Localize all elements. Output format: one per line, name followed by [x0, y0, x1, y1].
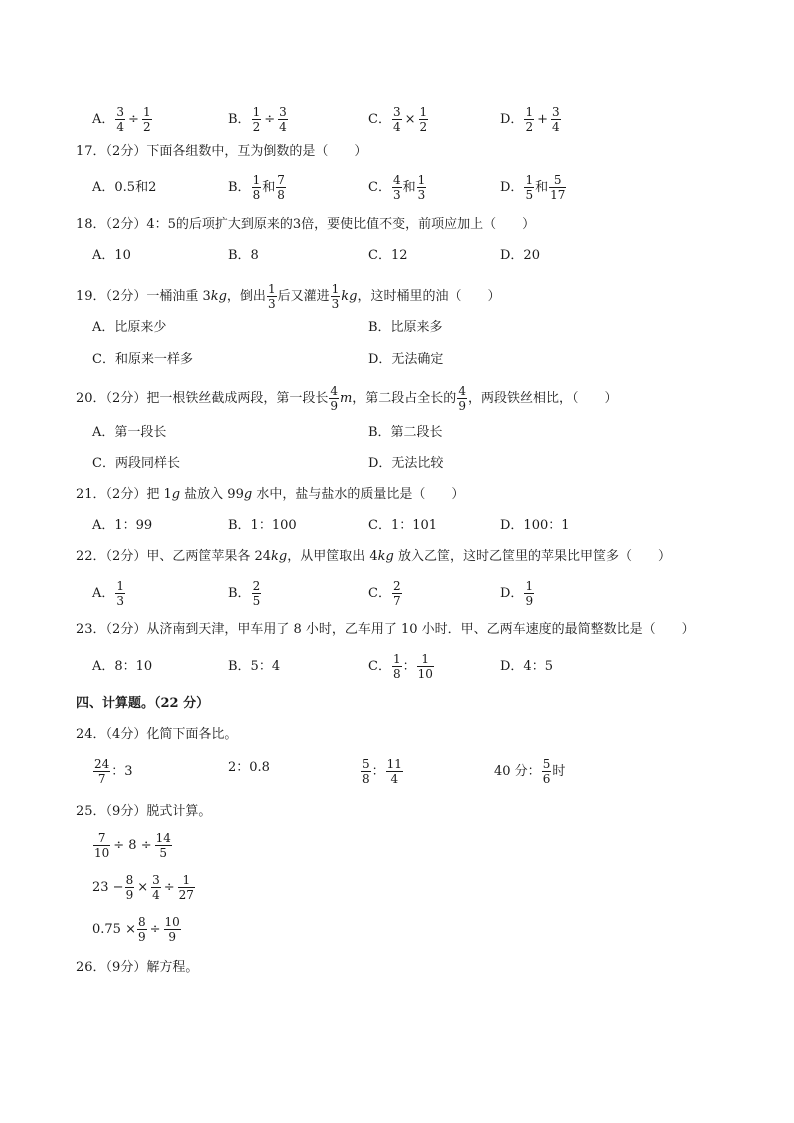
q17-option-c: C． $\frac{4}{3}$ 和 $\frac{1}{3}$ — [368, 173, 426, 202]
q20-option-c: C．两段同样长 — [92, 456, 180, 471]
fraction: $\frac{3}{4}$ — [152, 873, 160, 902]
fraction: $\frac{1}{3}$ — [116, 579, 125, 608]
q23-option-a: A．8：10 — [92, 659, 153, 674]
fraction: $\frac{1}{10}$ — [417, 652, 433, 681]
fraction: $\frac{10}{9}$ — [164, 915, 180, 944]
q18-option-a: A．10 — [92, 248, 131, 263]
q24-stem: 24．（4分）化简下面各比。 — [76, 727, 238, 742]
fraction: $\frac{5}{17}$ — [550, 173, 566, 202]
fraction: $\frac{2}{5}$ — [252, 579, 261, 608]
q23-stem: 23．（2分）从济南到天津，甲车用了 8 小时，乙车用了 10 小时．甲、乙两车速度的最简整数比是（ ） — [76, 622, 695, 637]
fraction: $\frac{2}{7}$ — [392, 579, 401, 608]
q17-option-d: D． $\frac{1}{5}$ 和 $\frac{5}{17}$ — [500, 173, 566, 202]
q18-option-b: B．8 — [228, 248, 259, 263]
fraction: $\frac{1}{2}$ — [525, 105, 534, 134]
q25-expr-3: 0.75 × $\frac{8}{9}$ ÷ $\frac{10}{9}$ — [92, 915, 180, 944]
fraction: $\frac{4}{3}$ — [392, 173, 401, 202]
q16-option-c: C． $\frac{3}{4}$ × $\frac{1}{2}$ — [368, 105, 428, 134]
q24-expr-1: $\frac{24}{7}$ ：3 — [94, 757, 133, 786]
fraction: $\frac{24}{7}$ — [94, 757, 110, 786]
q23-option-c: C． $\frac{1}{8}$ ： $\frac{1}{10}$ — [368, 652, 433, 681]
q23-option-d: D．4：5 — [500, 659, 553, 674]
fraction: $\frac{14}{5}$ — [155, 831, 171, 860]
fraction: $\frac{1}{9}$ — [525, 579, 534, 608]
q22-option-d: D． $\frac{1}{9}$ — [500, 579, 534, 608]
fraction: $\frac{3}{4}$ — [116, 105, 125, 134]
q26-stem: 26．（9分）解方程。 — [76, 960, 199, 975]
q25-expr-1: $\frac{7}{10}$ ÷ 8 ÷ $\frac{14}{5}$ — [94, 831, 171, 860]
fraction: $\frac{5}{6}$ — [542, 757, 551, 786]
q16-option-d: D． $\frac{1}{2}$ + $\frac{3}{4}$ — [500, 105, 560, 134]
q23-option-b: B．5：4 — [228, 659, 281, 674]
q21-stem: 21．（2分）把 1g 盐放入 99g 水中，盐与盐水的质量比是（ ） — [76, 487, 465, 502]
q16-option-b: B． $\frac{1}{2}$ ÷ $\frac{3}{4}$ — [228, 105, 287, 134]
fraction: $\frac{1}{2}$ — [142, 105, 151, 134]
section-heading: 四、计算题。（22 分） — [76, 696, 210, 711]
q21-option-a: A．1：99 — [92, 518, 153, 533]
q17-option-b: B． $\frac{1}{8}$ 和 $\frac{7}{8}$ — [228, 173, 285, 202]
fraction: $\frac{1}{3}$ — [267, 282, 276, 311]
q19-stem: 19．（2分）一桶油重 3kg，倒出 $\frac{1}{3}$ 后又灌进 $\frac{1}{3}$ kg，这时桶里的油（ ） — [76, 282, 501, 311]
q24-expr-4: 40 分： $\frac{5}{6}$ 时 — [494, 757, 566, 786]
q22-option-b: B． $\frac{2}{5}$ — [228, 579, 261, 608]
q20-stem: 20．（2分）把一根铁丝截成两段，第一段长 $\frac{4}{9}$ m，第二段占全长的 $\frac{4}{9}$ ，两段铁丝相比，（ ） — [76, 384, 618, 413]
q22-option-c: C． $\frac{2}{7}$ — [368, 579, 401, 608]
q21-option-b: B．1：100 — [228, 518, 297, 533]
q24-expr-2: 2：0.8 — [228, 760, 270, 775]
fraction: $\frac{1}{8}$ — [392, 652, 401, 681]
fraction: $\frac{4}{9}$ — [458, 384, 466, 413]
fraction: $\frac{11}{4}$ — [386, 757, 402, 786]
fraction: $\frac{3}{4}$ — [279, 105, 287, 134]
q19-option-a: A．比原来少 — [92, 320, 167, 335]
q22-stem: 22．（2分）甲、乙两筐苹果各 24kg，从甲筐取出 4kg 放入乙筐，这时乙筐里的苹果比甲筐多（ ） — [76, 549, 671, 564]
q17-option-a: A．0.5和2 — [92, 180, 157, 195]
q21-option-c: C．1：101 — [368, 518, 438, 533]
fraction: $\frac{1}{5}$ — [525, 173, 534, 202]
fraction: $\frac{3}{4}$ — [551, 105, 560, 134]
fraction: $\frac{1}{27}$ — [178, 873, 194, 902]
fraction: $\frac{4}{9}$ — [330, 384, 338, 413]
q20-option-a: A．第一段长 — [92, 425, 167, 440]
q20-option-b: B．第二段长 — [368, 425, 443, 440]
fraction: $\frac{1}{3}$ — [417, 173, 426, 202]
q18-option-d: D．20 — [500, 248, 540, 263]
fraction: $\frac{1}{2}$ — [252, 105, 261, 134]
fraction: $\frac{8}{9}$ — [137, 915, 146, 944]
fraction: $\frac{8}{9}$ — [125, 873, 134, 902]
q25-stem: 25．（9分）脱式计算。 — [76, 804, 212, 819]
fraction: $\frac{1}{2}$ — [419, 105, 428, 134]
q18-option-c: C．12 — [368, 248, 408, 263]
fraction: $\frac{3}{4}$ — [392, 105, 401, 134]
fraction: $\frac{1}{8}$ — [252, 173, 261, 202]
fraction: $\frac{7}{8}$ — [277, 173, 285, 202]
fraction: $\frac{7}{10}$ — [94, 831, 110, 860]
q20-option-d: D．无法比较 — [368, 456, 444, 471]
q21-option-d: D．100：1 — [500, 518, 570, 533]
fraction: $\frac{1}{3}$ — [331, 282, 340, 311]
q25-expr-2: 23 − $\frac{8}{9}$ × $\frac{3}{4}$ ÷ $\frac{1}{27}$ — [92, 873, 194, 902]
q24-expr-3: $\frac{5}{8}$ ： $\frac{11}{4}$ — [362, 757, 402, 786]
q18-stem: 18．（2分）4：5的后项扩大到原来的3倍，要使比值不变，前项应加上（ ） — [76, 217, 536, 232]
q16-option-a: A． $\frac{3}{4}$ ÷ $\frac{1}{2}$ — [92, 105, 151, 134]
q19-option-c: C．和原来一样多 — [92, 352, 193, 367]
q17-stem: 17．（2分）下面各组数中，互为倒数的是（ ） — [76, 144, 368, 159]
fraction: $\frac{5}{8}$ — [362, 757, 370, 786]
q19-option-b: B．比原来多 — [368, 320, 443, 335]
q22-option-a: A． $\frac{1}{3}$ — [92, 579, 125, 608]
q19-option-d: D．无法确定 — [368, 352, 444, 367]
